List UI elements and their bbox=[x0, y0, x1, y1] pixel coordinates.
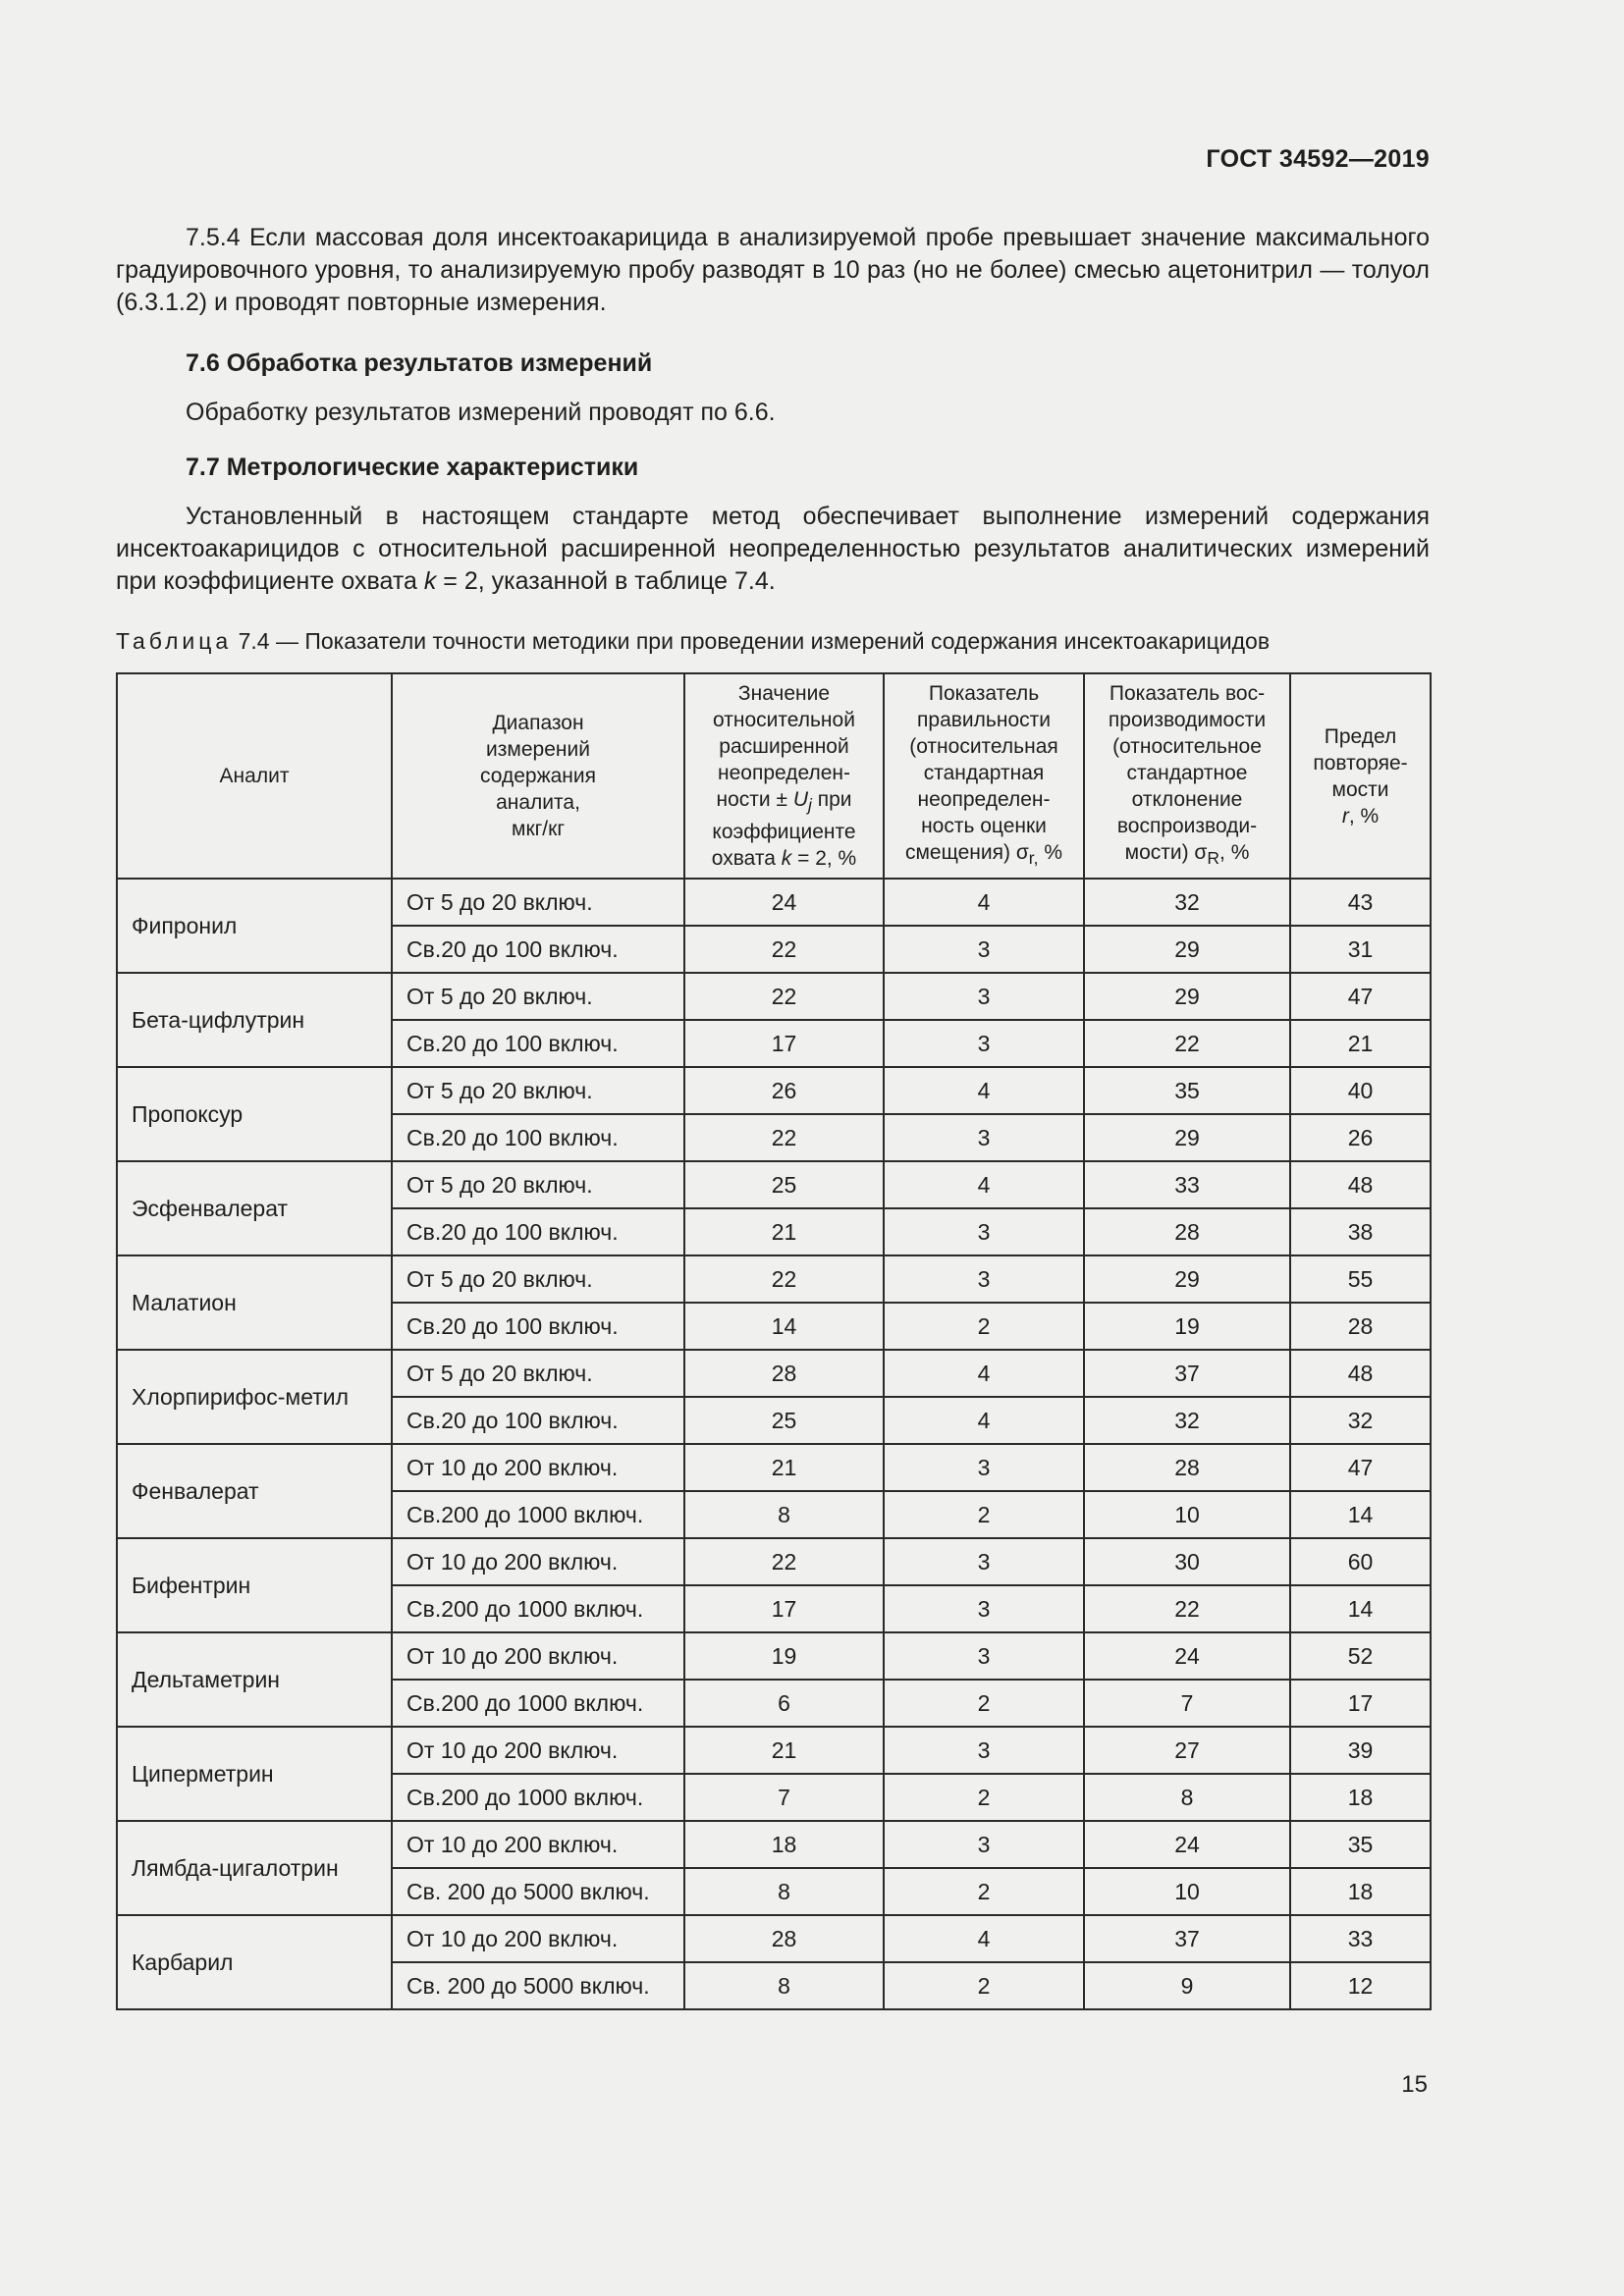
uncertainty-cell: 19 bbox=[684, 1632, 884, 1680]
reproducibility-cell: 37 bbox=[1084, 1350, 1290, 1397]
analyte-cell: Пропоксур bbox=[117, 1067, 392, 1161]
paragraph-7-7-start: Установленный в настоящем стандарте метод обеспечивает выполнение измерений содержания инсектоакарицидов с относительной расширенной неопределенностью результатов аналитических измерений при коэффициенте охвата bbox=[116, 503, 1430, 595]
repeatability-cell: 52 bbox=[1290, 1632, 1431, 1680]
reproducibility-cell: 29 bbox=[1084, 973, 1290, 1020]
repeatability-cell: 38 bbox=[1290, 1208, 1431, 1255]
header-uncertainty: Значение относительной расширенной неопределен- ности ± $U_j$ при коэффициенте охвата k = 2, % bbox=[684, 673, 884, 879]
page-number: 15 bbox=[1401, 2071, 1428, 2098]
range-cell: От 5 до 20 включ. bbox=[392, 879, 684, 926]
trueness-cell: 4 bbox=[884, 879, 1084, 926]
header-analyte: Аналит bbox=[117, 673, 392, 879]
reproducibility-cell: 10 bbox=[1084, 1868, 1290, 1915]
analyte-cell: Фипронил bbox=[117, 879, 392, 973]
paragraph-7-7 bbox=[116, 501, 1430, 598]
table-row bbox=[117, 973, 1431, 1020]
reproducibility-cell: 7 bbox=[1084, 1680, 1290, 1727]
table-caption-text: 7.4 — Показатели точности методики при проведении измерений содержания инсектоакарицидов bbox=[232, 628, 1271, 654]
range-cell: От 5 до 20 включ. bbox=[392, 1067, 684, 1114]
trueness-cell: 3 bbox=[884, 1255, 1084, 1303]
header-reproducibility: Показатель вос- производимости (относительное стандартное отклонение воспроизводи- мости) $\sigma_R$, % bbox=[1084, 673, 1290, 879]
range-cell: Св.200 до 1000 включ. bbox=[392, 1680, 684, 1727]
header-range: Диапазон измерений содержания аналита, мкг/кг bbox=[392, 673, 684, 879]
trueness-cell: 4 bbox=[884, 1161, 1084, 1208]
repeatability-cell: 18 bbox=[1290, 1868, 1431, 1915]
table-caption-label: Таблица bbox=[116, 628, 233, 654]
trueness-cell: 3 bbox=[884, 1020, 1084, 1067]
table-row bbox=[117, 1255, 1431, 1303]
uncertainty-cell: 8 bbox=[684, 1962, 884, 2009]
reproducibility-cell: 8 bbox=[1084, 1774, 1290, 1821]
table-header-row bbox=[117, 673, 1431, 879]
uncertainty-cell: 24 bbox=[684, 879, 884, 926]
trueness-cell: 2 bbox=[884, 1962, 1084, 2009]
trueness-cell: 3 bbox=[884, 1727, 1084, 1774]
table-row bbox=[117, 1821, 1431, 1868]
repeatability-cell: 31 bbox=[1290, 926, 1431, 973]
table-row bbox=[117, 1727, 1431, 1774]
reproducibility-cell: 22 bbox=[1084, 1585, 1290, 1632]
trueness-cell: 2 bbox=[884, 1680, 1084, 1727]
uncertainty-cell: 17 bbox=[684, 1585, 884, 1632]
trueness-cell: 2 bbox=[884, 1774, 1084, 1821]
repeatability-cell: 14 bbox=[1290, 1585, 1431, 1632]
uncertainty-cell: 22 bbox=[684, 973, 884, 1020]
trueness-cell: 3 bbox=[884, 1585, 1084, 1632]
analyte-cell: Малатион bbox=[117, 1255, 392, 1350]
range-cell: Св.200 до 1000 включ. bbox=[392, 1585, 684, 1632]
uncertainty-cell: 6 bbox=[684, 1680, 884, 1727]
trueness-cell: 4 bbox=[884, 1397, 1084, 1444]
repeatability-cell: 14 bbox=[1290, 1491, 1431, 1538]
analyte-cell: Хлорпирифос-метил bbox=[117, 1350, 392, 1444]
range-cell: От 10 до 200 включ. bbox=[392, 1632, 684, 1680]
trueness-cell: 4 bbox=[884, 1067, 1084, 1114]
uncertainty-cell: 25 bbox=[684, 1397, 884, 1444]
table-row bbox=[117, 1444, 1431, 1491]
reproducibility-cell: 28 bbox=[1084, 1444, 1290, 1491]
range-cell: Св.20 до 100 включ. bbox=[392, 1303, 684, 1350]
header-trueness: Показатель правильности (относительная стандартная неопределен- ность оценки смещения) $\sigma_{r,}$ % bbox=[884, 673, 1084, 879]
uncertainty-cell: 22 bbox=[684, 1255, 884, 1303]
range-cell: От 10 до 200 включ. bbox=[392, 1538, 684, 1585]
uncertainty-cell: 8 bbox=[684, 1491, 884, 1538]
analyte-cell: Фенвалерат bbox=[117, 1444, 392, 1538]
heading-7-6: 7.6 Обработка результатов измерений bbox=[186, 349, 653, 377]
uncertainty-cell: 21 bbox=[684, 1208, 884, 1255]
repeatability-cell: 35 bbox=[1290, 1821, 1431, 1868]
repeatability-cell: 47 bbox=[1290, 1444, 1431, 1491]
analyte-cell: Бета-цифлутрин bbox=[117, 973, 392, 1067]
section-7-7-body bbox=[116, 501, 1430, 598]
heading-7-7: 7.7 Метрологические характеристики bbox=[186, 454, 639, 481]
trueness-cell: 3 bbox=[884, 1114, 1084, 1161]
reproducibility-cell: 29 bbox=[1084, 926, 1290, 973]
trueness-cell: 3 bbox=[884, 1821, 1084, 1868]
reproducibility-cell: 32 bbox=[1084, 879, 1290, 926]
range-cell: От 5 до 20 включ. bbox=[392, 973, 684, 1020]
repeatability-cell: 12 bbox=[1290, 1962, 1431, 2009]
analyte-cell: Дельтаметрин bbox=[117, 1632, 392, 1727]
reproducibility-cell: 28 bbox=[1084, 1208, 1290, 1255]
repeatability-cell: 32 bbox=[1290, 1397, 1431, 1444]
trueness-cell: 3 bbox=[884, 926, 1084, 973]
range-cell: Св.200 до 1000 включ. bbox=[392, 1774, 684, 1821]
analyte-cell: Бифентрин bbox=[117, 1538, 392, 1632]
trueness-cell: 3 bbox=[884, 1632, 1084, 1680]
uncertainty-cell: 18 bbox=[684, 1821, 884, 1868]
table-row bbox=[117, 1632, 1431, 1680]
range-cell: Св.20 до 100 включ. bbox=[392, 1397, 684, 1444]
range-cell: От 5 до 20 включ. bbox=[392, 1350, 684, 1397]
table-row bbox=[117, 1161, 1431, 1208]
reproducibility-cell: 30 bbox=[1084, 1538, 1290, 1585]
section-7-6 bbox=[116, 347, 1430, 380]
header-repeatability: Предел повторяе- мости r, % bbox=[1290, 673, 1431, 879]
uncertainty-cell: 8 bbox=[684, 1868, 884, 1915]
reproducibility-cell: 37 bbox=[1084, 1915, 1290, 1962]
trueness-cell: 2 bbox=[884, 1491, 1084, 1538]
repeatability-cell: 47 bbox=[1290, 973, 1431, 1020]
table-row bbox=[117, 1538, 1431, 1585]
uncertainty-cell: 7 bbox=[684, 1774, 884, 1821]
reproducibility-cell: 29 bbox=[1084, 1255, 1290, 1303]
body-text bbox=[116, 222, 1430, 319]
paragraph-7-5-4: 7.5.4 Если массовая доля инсектоакарицида в анализируемой пробе превышает значение максимального градуировочного уровня, то анализируемую пробу разводят в 10 раз (но не более) смесью ацетонитрил — толуол (6.3.1.2) и проводят повторные измерения. bbox=[116, 224, 1430, 316]
trueness-cell: 3 bbox=[884, 973, 1084, 1020]
analyte-cell: Эсфенвалерат bbox=[117, 1161, 392, 1255]
uncertainty-cell: 28 bbox=[684, 1350, 884, 1397]
repeatability-cell: 48 bbox=[1290, 1161, 1431, 1208]
repeatability-cell: 17 bbox=[1290, 1680, 1431, 1727]
range-cell: Св.20 до 100 включ. bbox=[392, 1020, 684, 1067]
uncertainty-cell: 21 bbox=[684, 1727, 884, 1774]
table-row bbox=[117, 1915, 1431, 1962]
table-caption bbox=[116, 628, 1270, 655]
paragraph-7-7-end: = 2, указанной в таблице 7.4. bbox=[436, 567, 776, 595]
precision-table bbox=[116, 672, 1432, 2010]
document-code: ГОСТ 34592—2019 bbox=[1206, 145, 1430, 173]
trueness-cell: 2 bbox=[884, 1303, 1084, 1350]
repeatability-cell: 21 bbox=[1290, 1020, 1431, 1067]
trueness-cell: 3 bbox=[884, 1444, 1084, 1491]
table-row bbox=[117, 1350, 1431, 1397]
uncertainty-cell: 21 bbox=[684, 1444, 884, 1491]
reproducibility-cell: 10 bbox=[1084, 1491, 1290, 1538]
reproducibility-cell: 19 bbox=[1084, 1303, 1290, 1350]
section-7-7 bbox=[116, 452, 1430, 484]
repeatability-cell: 60 bbox=[1290, 1538, 1431, 1585]
range-cell: От 10 до 200 включ. bbox=[392, 1444, 684, 1491]
paragraph-7-7-k: k bbox=[423, 567, 437, 595]
table-body bbox=[117, 879, 1431, 2009]
repeatability-cell: 55 bbox=[1290, 1255, 1431, 1303]
range-cell: Св.200 до 1000 включ. bbox=[392, 1491, 684, 1538]
repeatability-cell: 26 bbox=[1290, 1114, 1431, 1161]
trueness-cell: 3 bbox=[884, 1208, 1084, 1255]
trueness-cell: 4 bbox=[884, 1350, 1084, 1397]
uncertainty-cell: 25 bbox=[684, 1161, 884, 1208]
uncertainty-cell: 14 bbox=[684, 1303, 884, 1350]
reproducibility-cell: 9 bbox=[1084, 1962, 1290, 2009]
range-cell: От 5 до 20 включ. bbox=[392, 1255, 684, 1303]
range-cell: От 5 до 20 включ. bbox=[392, 1161, 684, 1208]
range-cell: Св.20 до 100 включ. bbox=[392, 1114, 684, 1161]
analyte-cell: Карбарил bbox=[117, 1915, 392, 2009]
range-cell: Св. 200 до 5000 включ. bbox=[392, 1868, 684, 1915]
uncertainty-cell: 17 bbox=[684, 1020, 884, 1067]
repeatability-cell: 40 bbox=[1290, 1067, 1431, 1114]
analyte-cell: Циперметрин bbox=[117, 1727, 392, 1821]
uncertainty-cell: 22 bbox=[684, 926, 884, 973]
reproducibility-cell: 24 bbox=[1084, 1821, 1290, 1868]
reproducibility-cell: 32 bbox=[1084, 1397, 1290, 1444]
uncertainty-cell: 22 bbox=[684, 1114, 884, 1161]
range-cell: От 10 до 200 включ. bbox=[392, 1727, 684, 1774]
table-row bbox=[117, 1067, 1431, 1114]
reproducibility-cell: 29 bbox=[1084, 1114, 1290, 1161]
repeatability-cell: 28 bbox=[1290, 1303, 1431, 1350]
range-cell: Св.20 до 100 включ. bbox=[392, 926, 684, 973]
reproducibility-cell: 33 bbox=[1084, 1161, 1290, 1208]
range-cell: От 10 до 200 включ. bbox=[392, 1915, 684, 1962]
uncertainty-cell: 26 bbox=[684, 1067, 884, 1114]
reproducibility-cell: 35 bbox=[1084, 1067, 1290, 1114]
range-cell: От 10 до 200 включ. bbox=[392, 1821, 684, 1868]
section-7-6-body bbox=[116, 397, 1430, 429]
reproducibility-cell: 22 bbox=[1084, 1020, 1290, 1067]
trueness-cell: 2 bbox=[884, 1868, 1084, 1915]
repeatability-cell: 18 bbox=[1290, 1774, 1431, 1821]
uncertainty-cell: 28 bbox=[684, 1915, 884, 1962]
reproducibility-cell: 27 bbox=[1084, 1727, 1290, 1774]
repeatability-cell: 48 bbox=[1290, 1350, 1431, 1397]
repeatability-cell: 33 bbox=[1290, 1915, 1431, 1962]
trueness-cell: 3 bbox=[884, 1538, 1084, 1585]
range-cell: Св.20 до 100 включ. bbox=[392, 1208, 684, 1255]
uncertainty-cell: 22 bbox=[684, 1538, 884, 1585]
range-cell: Св. 200 до 5000 включ. bbox=[392, 1962, 684, 2009]
trueness-cell: 4 bbox=[884, 1915, 1084, 1962]
reproducibility-cell: 24 bbox=[1084, 1632, 1290, 1680]
analyte-cell: Лямбда-цигалотрин bbox=[117, 1821, 392, 1915]
repeatability-cell: 43 bbox=[1290, 879, 1431, 926]
table-row bbox=[117, 879, 1431, 926]
repeatability-cell: 39 bbox=[1290, 1727, 1431, 1774]
paragraph-7-6: Обработку результатов измерений проводят по 6.6. bbox=[186, 399, 776, 426]
